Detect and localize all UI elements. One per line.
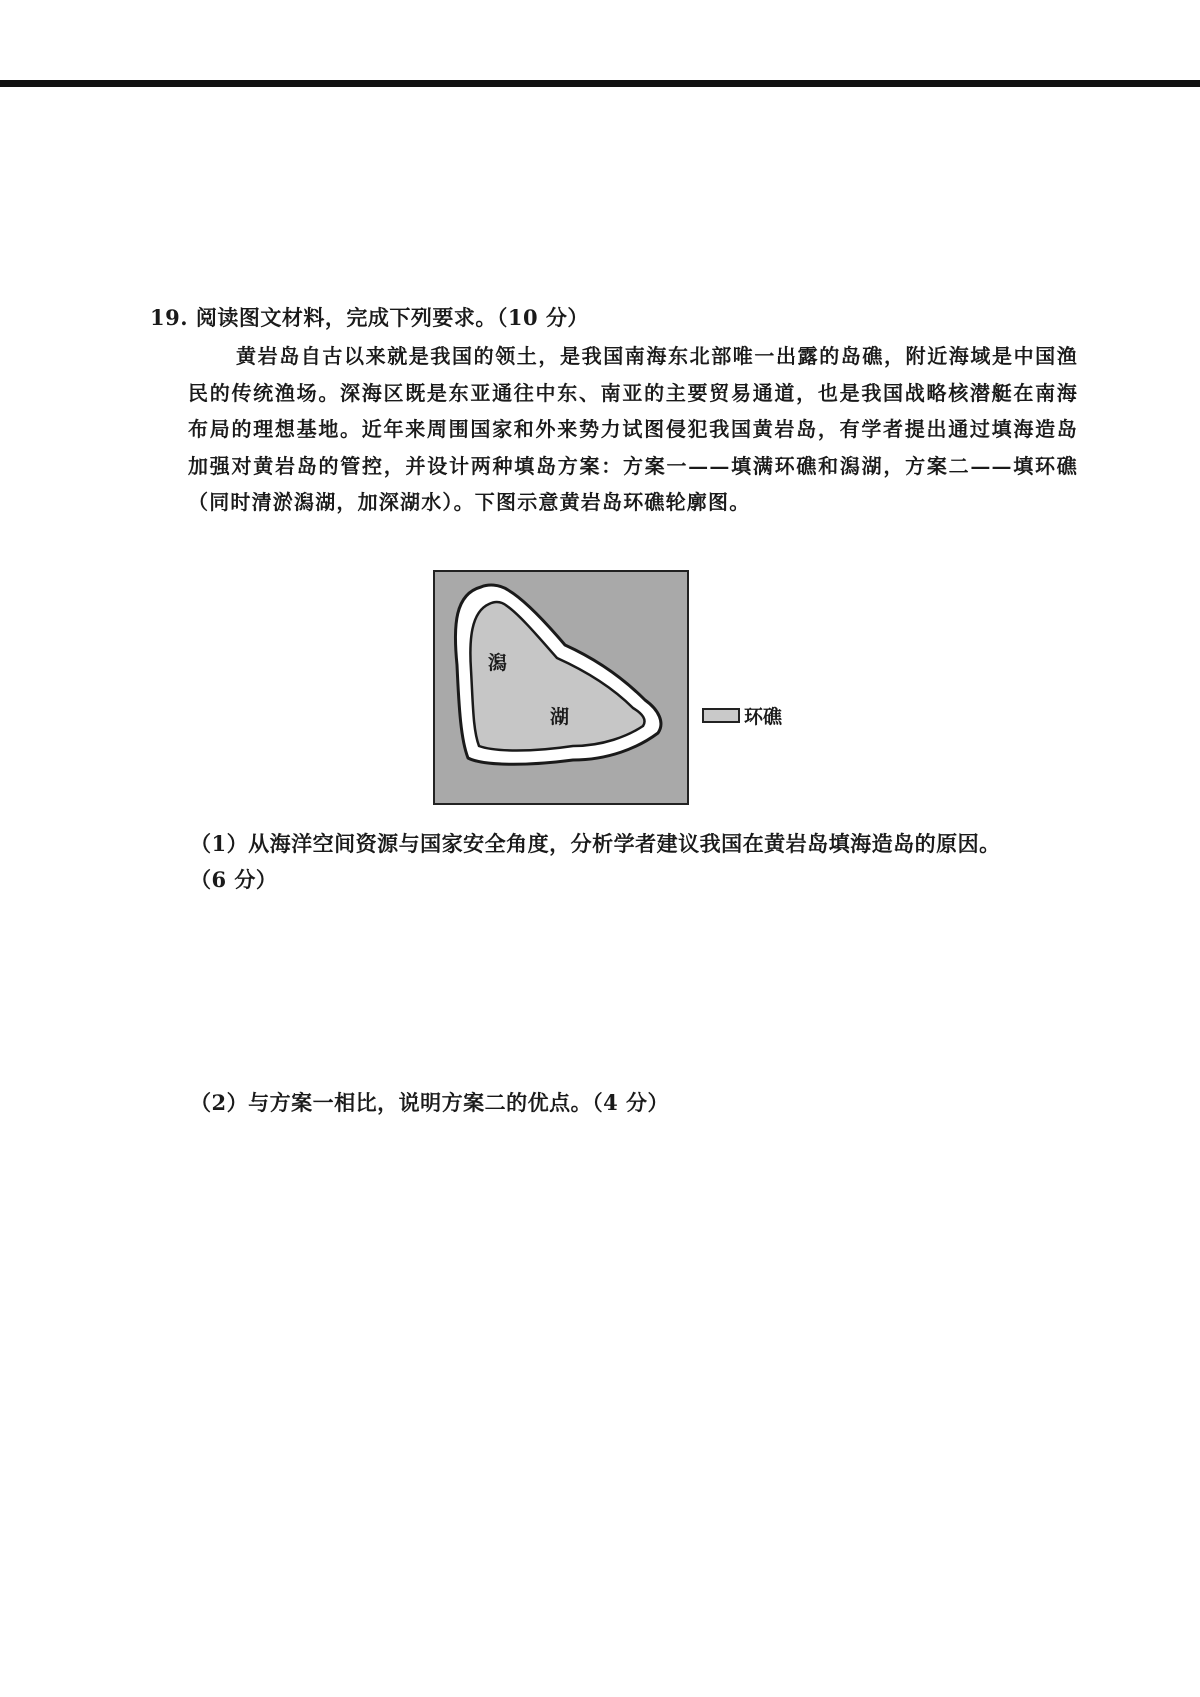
lagoon-label-char-1: 潟 — [488, 652, 508, 674]
reef-legend-label: 环礁 — [744, 706, 783, 728]
sub-question-1-text: （1）从海洋空间资源与国家安全角度，分析学者建议我国在黄岩岛填海造岛的原因。 — [190, 831, 1001, 856]
reef-legend-swatch — [702, 708, 740, 723]
lagoon-label-char-2: 湖 — [550, 706, 570, 728]
atoll-map-svg — [433, 570, 689, 805]
sub-question-2: （2）与方案一相比，说明方案二的优点。（4 分） — [190, 1090, 670, 1115]
question-body: 黄岩岛自古以来就是我国的领土，是我国南海东北部唯一出露的岛礁，附近海域是中国渔民的传统渔场。深海区既是东亚通往中东、南亚的主要贸易通道，也是我国战略核潜艇在南海布局的理想基地。近年来周围国家和外来势力试图侵犯我国黄岩岛，有学者提出通过填海造岛加强对黄岩岛的管控，并设计两种填岛方案：方案一——填满环礁和潟湖，方案二——填环礁（同时清淤潟湖，加深湖水）。下图示意黄岩岛环礁轮廓图。 — [188, 344, 1078, 514]
sub-question-1-score: （6 分） — [190, 867, 278, 892]
atoll-map — [433, 570, 689, 805]
page-top-rule — [0, 80, 1200, 87]
map-legend — [702, 702, 782, 729]
sub-question-1 — [190, 826, 1090, 898]
question-title: 19. 阅读图文材料，完成下列要求。（10 分） — [150, 305, 589, 330]
